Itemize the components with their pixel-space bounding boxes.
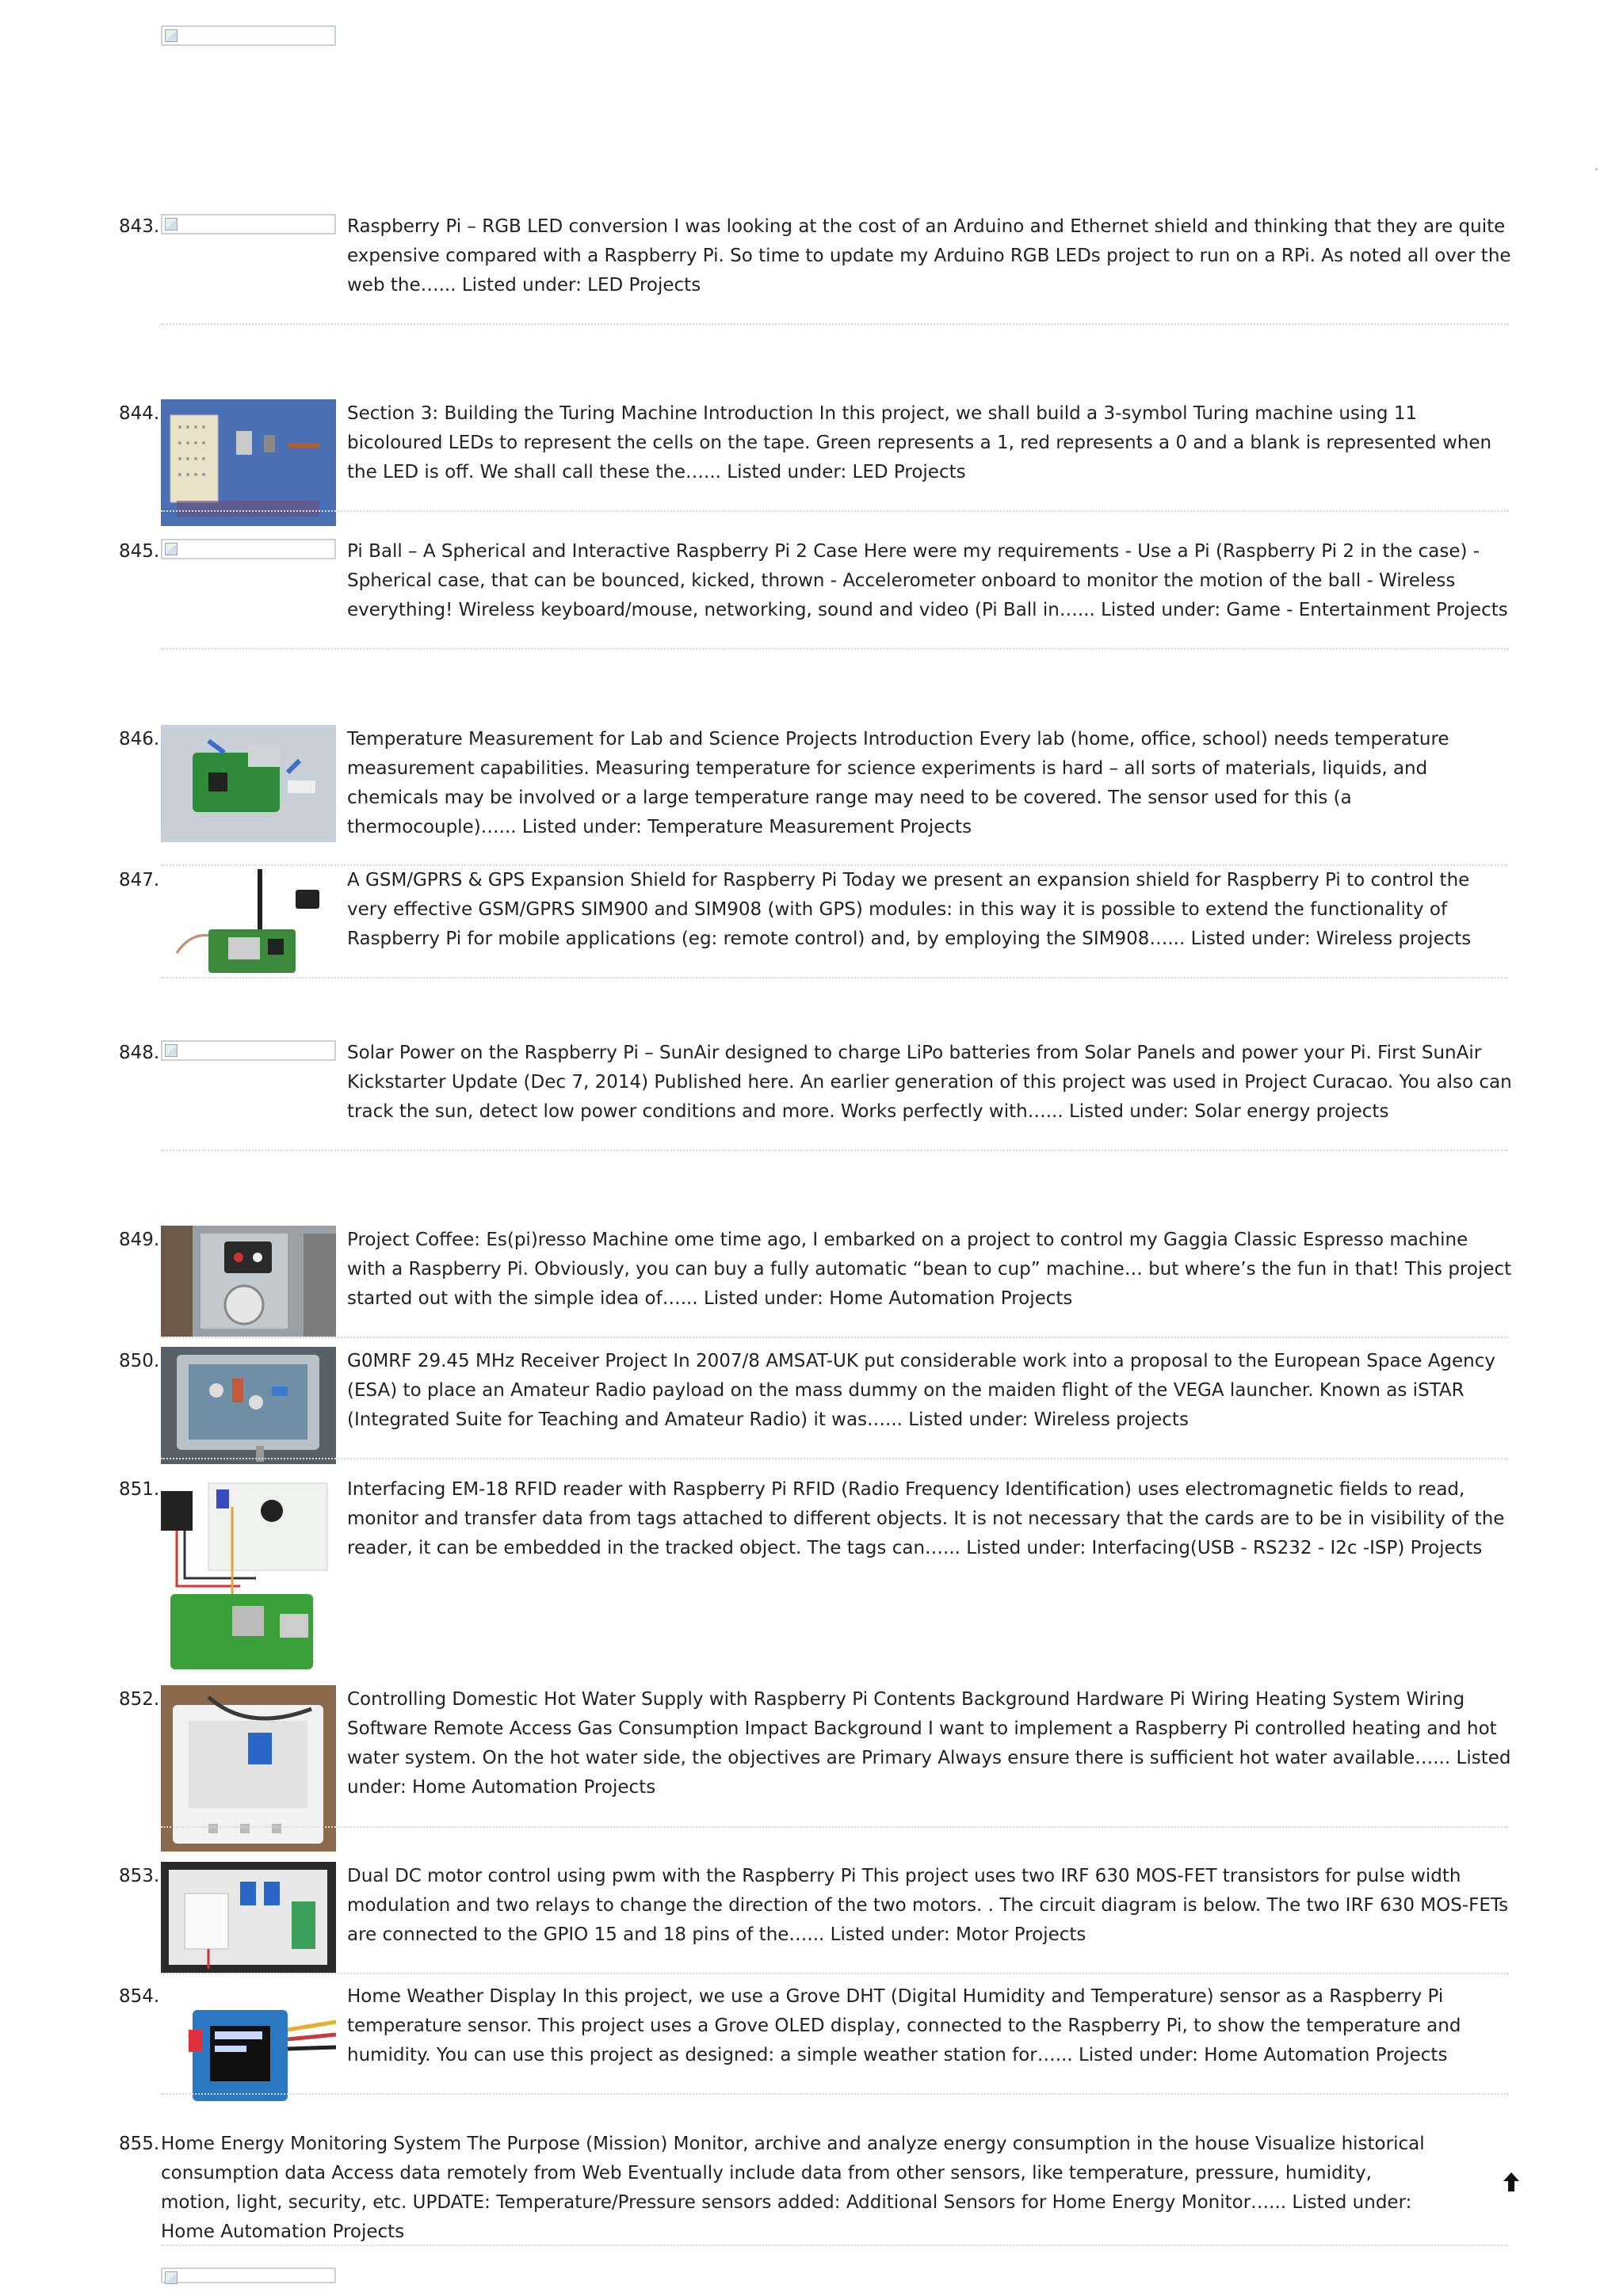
arrow-up-icon (1503, 2172, 1520, 2192)
weather-display-image (161, 1982, 336, 2117)
breadboard-image (161, 399, 336, 526)
raspberry-pi-image (161, 725, 336, 842)
decorative-dot (1595, 168, 1598, 170)
broken-image-thumbnail[interactable] (161, 539, 336, 559)
weather-display-thumbnail[interactable] (161, 1982, 336, 2117)
item-number: 849. (119, 1230, 160, 1250)
item-description[interactable]: Dual DC motor control using pwm with the Raspberry Pi This project uses two IRF 630 MOS-FET transistors for pulse width modulation and two relays to change the direction of the two motors. . The circuit diagram is below. The two IRF 630 MOS-FETs are connected to the GPIO 15 and 18 pins of the…... Listed under: Motor Projects (347, 1866, 1509, 1945)
item-description[interactable]: Temperature Measurement for Lab and Science Projects Introduction Every lab (home, office, school) needs temperature measurement capabilities. Measuring temperature for science experiments is hard – all sorts of materials, liquids, and chemicals may be involved or a large temperature range may need to be covered. The sensor used for this (a thermocouple)…... Listed under: Temperature Measurement Projects (347, 729, 1449, 837)
broken-image-thumbnail[interactable] (161, 2267, 336, 2283)
item-description[interactable]: Home Energy Monitoring System The Purpose (Mission) Monitor, archive and analyze energy consumption in the house Visualize historical consumption data Access data remotely from Web Eventually include data from other sensors, like temperature, pressure, humidity, motion, light, security, etc. UPDATE: Temperature/Pressure sensors added: Additional Sensors for Home Energy Monitor…... Listed under: Home Automation Projects (161, 2134, 1425, 2242)
espresso-machine-image (161, 1226, 336, 1337)
item-number: 853. (119, 1866, 160, 1886)
divider (161, 2093, 1508, 2095)
divider (161, 1826, 1508, 1828)
divider (161, 1973, 1508, 1974)
item-number: 844. (119, 403, 160, 424)
broken-image-thumbnail[interactable] (161, 25, 336, 46)
item-number: 846. (119, 729, 160, 749)
item-description[interactable]: Solar Power on the Raspberry Pi – SunAir designed to charge LiPo batteries from Solar Panels and power your Pi. First SunAir Kickstarter Update (Dec 7, 2014) Published here. An earlier generation of this project was used in Project Curacao. You also can track the sun, detect low power conditions and more. Works perfectly with…... Listed under: Solar energy projects (347, 1043, 1512, 1122)
item-description[interactable]: Section 3: Building the Turing Machine Introduction In this project, we shall build a 3-symbol Turing machine using 11 bicoloured LEDs to represent the cells on the tape. Green represents a 1, red represents a 0 and a blank is represented when the LED is off. We shall call these the…... Listed under: LED Projects (347, 403, 1492, 482)
item-description[interactable]: Raspberry Pi – RGB LED conversion I was looking at the cost of an Arduino and Ethernet shield and thinking that they are quite expensive compared with a Raspberry Pi. So time to update my Arduino RGB LEDs project to run on a RPi. As noted all over the web the…... Listed under: LED Projects (347, 216, 1511, 296)
item-description[interactable]: Controlling Domestic Hot Water Supply with Raspberry Pi Contents Background Hardware Pi Wiring Heating System Wiring Software Remote Access Gas Consumption Impact Background I want to implement a Raspberry Pi controlled heating and hot water system. On the hot water side, the objectives are Primary Always ensure there is sufficient hot water available…... Listed under: Home Automation Projects (347, 1689, 1511, 1798)
item-description[interactable]: G0MRF 29.45 MHz Receiver Project In 2007/8 AMSAT-UK put considerable work into a proposal to the European Space Agency (ESA) to place an Amateur Radio payload on the mass dummy on the maiden flight of the VEGA launcher. Known as iSTAR (Integrated Suite for Teaching and Amateur Radio) it was…... Listed under: Wireless projects (347, 1351, 1496, 1430)
item-description[interactable]: Project Coffee: Es(pi)resso Machine ome time ago, I embarked on a project to control my Gaggia Classic Espresso machine with a Raspberry Pi. Obviously, you can buy a fully automatic “bean to cup” machine… but where’s the fun in that! This project started out with the simple idea of…... Listed under: Home Automation Projects (347, 1230, 1512, 1309)
item-number: 850. (119, 1351, 160, 1371)
divider (161, 977, 1508, 978)
broken-image-thumbnail[interactable] (161, 1040, 336, 1061)
espresso-machine-thumbnail[interactable] (161, 1226, 336, 1337)
item-number: 854. (119, 1986, 160, 2007)
broken-image-thumbnail[interactable] (161, 214, 336, 235)
divider (161, 648, 1508, 650)
raspberry-pi-thumbnail[interactable] (161, 725, 336, 842)
divider (161, 323, 1508, 325)
gsm-shield-thumbnail[interactable] (161, 866, 336, 983)
divider (161, 2245, 1508, 2246)
scroll-to-top-button[interactable] (1500, 2171, 1522, 2193)
divider (161, 1150, 1508, 1151)
gsm-shield-image (161, 866, 336, 983)
item-description[interactable]: Interfacing EM-18 RFID reader with Raspberry Pi RFID (Radio Frequency Identification) uses electromagnetic fields to read, monitor and transfer data from tags attached to different objects. It is not necessary that the cards are to be in visibility of the reader, it can be embedded in the tracked object. The tags can…... Listed under: Interfacing(USB - RS232 - I2c -ISP) Projects (347, 1479, 1505, 1558)
motor-control-image (161, 1862, 336, 1973)
rfid-wiring-image (161, 1475, 336, 1673)
item-description[interactable]: Pi Ball – A Spherical and Interactive Raspberry Pi 2 Case Here were my requirements - Use a Pi (Raspberry Pi 2 in the case) - Spherical case, that can be bounced, kicked, thrown - Accelerometer onboard to monitor the motion of the ball - Wireless everything! Wireless keyboard/mouse, networking, sound and video (Pi Ball in…... Listed under: Game - Entertainment Projects (347, 541, 1508, 620)
item-number: 848. (119, 1043, 160, 1063)
receiver-board-image (161, 1347, 336, 1464)
item-description[interactable]: Home Weather Display In this project, we use a Grove DHT (Digital Humidity and Temperature) sensor as a Raspberry Pi temperature sensor. This project uses a Grove OLED display, connected to the Raspberry Pi, to show the temperature and humidity. You can use this project as designed: a simple weather station for…... Listed under: Home Automation Projects (347, 1986, 1461, 2065)
item-number: 852. (119, 1689, 160, 1710)
receiver-board-thumbnail[interactable] (161, 1347, 336, 1464)
motor-control-thumbnail[interactable] (161, 1862, 336, 1973)
rfid-wiring-thumbnail[interactable] (161, 1475, 336, 1673)
breadboard-kit-thumbnail[interactable] (161, 399, 336, 526)
item-number: 851. (119, 1479, 160, 1500)
divider (161, 1337, 1508, 1338)
item-number: 843. (119, 216, 160, 237)
divider (161, 1458, 1508, 1459)
item-number: 847. (119, 870, 160, 891)
item-number: 845. (119, 541, 160, 562)
item-number: 855. (119, 2134, 160, 2154)
item-description[interactable]: A GSM/GPRS & GPS Expansion Shield for Raspberry Pi Today we present an expansion shield for Raspberry Pi to control the very effective GSM/GPRS SIM900 and SIM908 (with GPS) modules: in this way it is possible to extend the functionality of Raspberry Pi for mobile applications (eg: remote control) and, by employing the SIM908…... Listed under: Wireless projects (347, 870, 1472, 949)
divider (161, 510, 1508, 512)
